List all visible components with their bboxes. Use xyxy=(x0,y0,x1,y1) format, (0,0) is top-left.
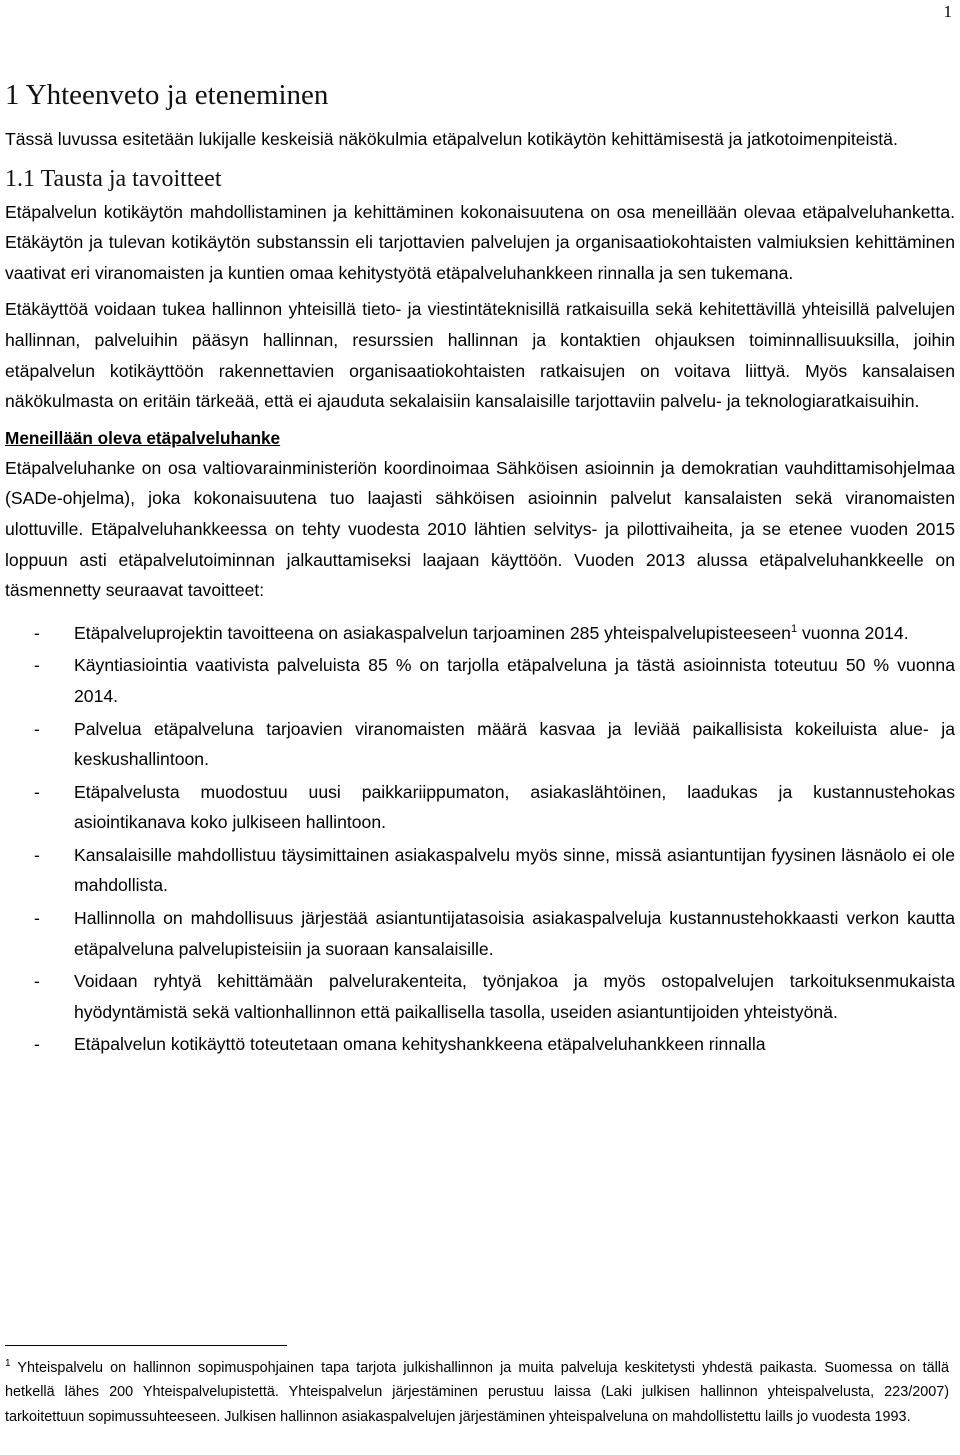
section-paragraph-2: Etäkäyttöä voidaan tukea hallinnon yhteisillä tieto- ja viestintäteknisillä ratkaisuilla sekä kehitettävillä yhteisillä palvelujen hallinnan, palveluihin pääsyn hallinnan, resurssien hallinnan ja kontaktien ohjauksen toiminnallisuuksilla, joihin etäpalvelun kotikäyttöön rakennettavien organisaatiokohtaisten ratkaisujen on voitava liittyä. Myös kansalaisen näkökulmasta on eritäin tärkeää, että ei ajauduta sekalaisiin kansalaisille tarjottaviin palvelu- ja teknologiaratkaisuihin. xyxy=(5,299,955,412)
footnote xyxy=(5,1356,949,1429)
document-body xyxy=(5,76,955,1062)
chapter-heading: 1 Yhteenveto ja eteneminen xyxy=(5,79,329,111)
goal-text: Voidaan ryhtyä kehittämään palvelurakenteita, työnjakoa ja myös ostopalvelujen tarkoituksenmukaista hyödyntämistä sekä valtionhallinnon että paikallisella tasolla, useiden asiantuntijoiden yhteistyönä. xyxy=(74,971,955,1022)
footnote-marker: 1 xyxy=(5,1358,11,1370)
page-number: 1 xyxy=(943,2,952,21)
section-paragraph-1: Etäpalvelun kotikäytön mahdollistaminen ja kehittäminen kokonaisuutena on osa meneillään olevaa etäpalveluhanketta. Etäkäytön ja tulevan kotikäytön substanssin eli tarjottavien palvelujen ja organisaatiokohtaisten valmiuksien kehittäminen vaativat eri viranomaisten ja kuntien omaa kehitystyötä etäpalveluhankkeen rinnalla ja sen tukemana. xyxy=(5,201,955,283)
goal-item-4 xyxy=(5,777,955,838)
goal-text: Käyntiasiointia vaativista palveluista 85 % on tarjolla etäpalveluna ja tästä asioinnista toteutuu 50 % vuonna 2014. xyxy=(74,655,955,706)
bullet-dash: - xyxy=(34,655,40,676)
goal-text: Etäpalveluprojektin tavoitteena on asiakaspalvelun tarjoaminen 285 yhteispalvelupisteeseen xyxy=(74,622,791,643)
bullet-dash: - xyxy=(34,908,40,929)
goal-item-1 xyxy=(5,618,955,649)
goal-item-8 xyxy=(5,1029,955,1060)
goal-item-5 xyxy=(5,840,955,901)
goal-item-6 xyxy=(5,903,955,964)
bullet-dash: - xyxy=(34,1034,40,1055)
bullet-dash: - xyxy=(34,781,40,802)
bullet-dash: - xyxy=(34,844,40,865)
bullet-dash: - xyxy=(34,971,40,992)
goal-text-tail: vuonna 2014. xyxy=(797,622,909,643)
chapter-intro: Tässä luvussa esitetään lukijalle keskeisiä näkökulmia etäpalvelun kotikäytön kehittämisestä ja jatkotoimenpiteistä. xyxy=(5,129,898,149)
goals-list xyxy=(5,618,955,1060)
section-heading: 1.1 Tausta ja tavoitteet xyxy=(5,165,222,192)
section-paragraph-3: Etäpalveluhanke on osa valtiovarainministeriön koordinoimaa Sähköisen asioinnin ja demokratian vauhdittamisohjelmaa (SADe-ohjelma), joka kokonaisuutena tuo laajasti sähköisen asioinnin palvelut kansalaisten sekä viranomaisten ulottuville. Etäpalveluhankkeessa on tehty vuodesta 2010 lähtien selvitys- ja pilottivaiheita, ja se etenee vuoden 2015 loppuun asti etäpalvelutoiminnan jalkauttamiseksi laajaan käyttöön. Vuoden 2013 alussa etäpalveluhankkeelle on täsmennetty seuraavat tavoitteet: xyxy=(5,457,955,601)
goal-text: Etäpalvelusta muodostuu uusi paikkariippumaton, asiakaslähtöinen, laadukas ja kustannustehokas asiointikanava koko julkiseen hallintoon. xyxy=(74,781,955,833)
subheading: Meneillään oleva etäpalveluhanke xyxy=(5,427,281,448)
goal-item-7 xyxy=(5,966,955,1027)
footnote-text: Yhteispalvelu on hallinnon sopimuspohjainen tapa tarjota julkishallinnon ja muita palveluja keskitetysti yhdestä paikasta. Suomessa on tällä hetkellä lähes 200 Yhteispalvelupistettä. Yhteispalvelun järjestäminen perustuu laissa (Laki julkisen hallinnon yhteispalvelusta, 223/2007) tarkoitettuun sopimussuhteeseen. Julkisen hallinnon asiakaspalvelujen järjestäminen yhteispalveluna on mahdollistettu laills jo vuodesta 1993. xyxy=(5,1360,949,1425)
footnote-divider xyxy=(5,1345,287,1346)
bullet-dash: - xyxy=(34,718,40,739)
goal-text: Etäpalvelun kotikäyttö toteutetaan omana kehityshankkeena etäpalveluhankkeen rinnalla xyxy=(74,1034,766,1055)
goal-item-3 xyxy=(5,714,955,775)
bullet-dash: - xyxy=(34,622,40,643)
goal-text: Hallinnolla on mahdollisuus järjestää asiantuntijatasoisia asiakaspalveluja kustannustehokkaasti verkon kautta etäpalveluna palvelupisteisiin ja suoraan kansalaisille. xyxy=(74,908,955,959)
goal-item-2 xyxy=(5,650,955,711)
goal-text: Palvelua etäpalveluna tarjoavien viranomaisten määrä kasvaa ja leviää paikallisista kokeiluista alue- ja keskushallintoon. xyxy=(74,718,955,770)
goal-text: Kansalaisille mahdollistuu täysimittainen asiakaspalvelu myös sinne, missä asiantuntijan fyysinen läsnäolo ei ole mahdollista. xyxy=(74,844,955,896)
footnote-ref[interactable]: 1 xyxy=(790,622,798,635)
